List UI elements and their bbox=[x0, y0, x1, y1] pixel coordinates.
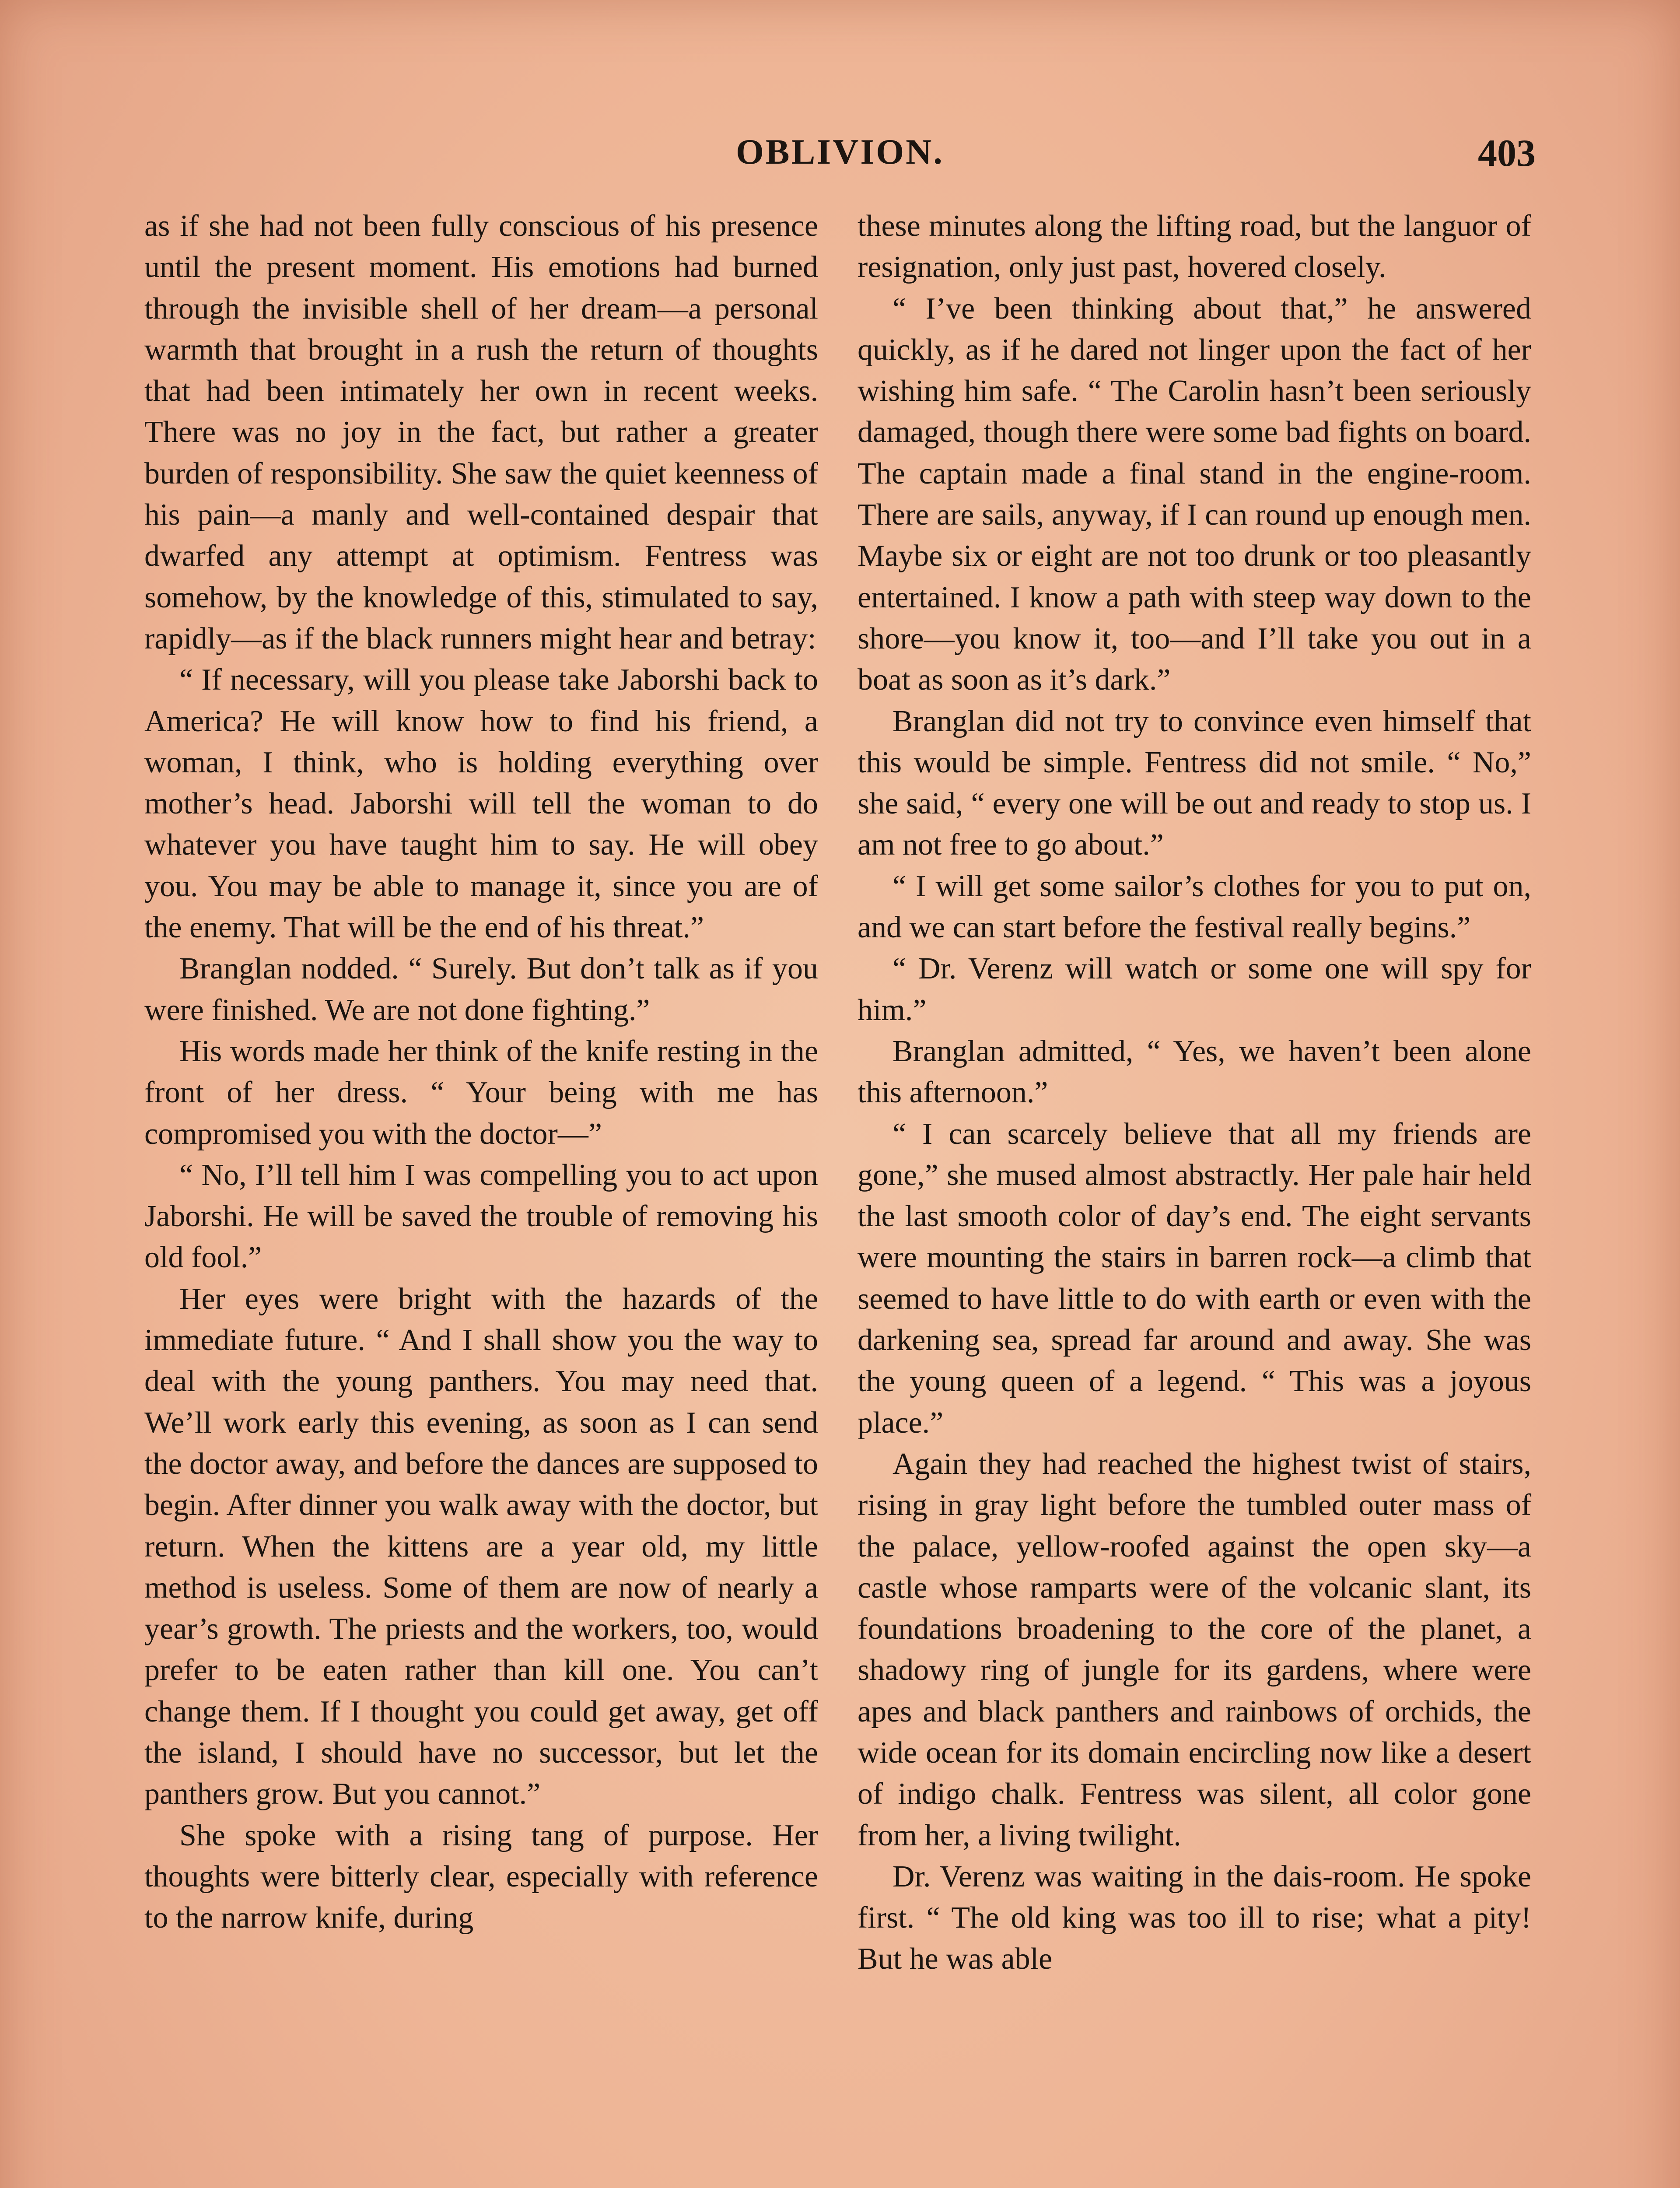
paragraph: She spoke with a rising tang of purpose. Her thoughts were bitterly clear, especially with reference to the narrow knife, during bbox=[144, 1818, 818, 1935]
paragraph: “ If necessary, will you please take Jaborshi back to America? He will know how to find his friend, a woman, I think, who is holding everything over mother’s head. Jaborshi will tell the woman to do whatever you have taught him to say. He will obey you. You may be able to manage it, since you are of the enemy. That will be the end of his threat.” bbox=[144, 663, 818, 945]
page-header bbox=[144, 131, 1536, 179]
paragraph: Branglan did not try to convince even himself that this would be simple. Fentress did not smile. “ No,” she said, “ every one will be out and ready to stop us. I am not free to go about.” bbox=[858, 704, 1531, 862]
paragraph: these minutes along the lifting road, but the languor of resignation, only just past, hovered closely. bbox=[858, 209, 1531, 284]
paragraph: “ I will get some sailor’s clothes for you to put on, and we can start before the festival really begins.” bbox=[858, 869, 1531, 945]
running-title: OBLIVION. bbox=[736, 132, 944, 172]
paragraph: “ I can scarcely believe that all my friends are gone,” she mused almost abstractly. Her pale hair held the last smooth color of day’s end. The eight servants were mounting the stairs in barren rock—a climb that seemed to have little to do with earth or even with the darkening sea, spread far around and away. She was the young queen of a legend. “ This was a joyous place.” bbox=[858, 1117, 1531, 1440]
page-number: 403 bbox=[1478, 132, 1536, 175]
left-column bbox=[144, 206, 818, 1939]
paragraph: “ I’ve been thinking about that,” he answered quickly, as if he dared not linger upon the fact of her wishing him safe. “ The Carolin hasn’t been seriously damaged, though there were some bad fights on board. The captain made a final stand in the engine-room. There are sails, anyway, if I can round up enough men. Maybe six or eight are not too drunk or too pleasantly entertained. I know a path with steep way down to the shore—you know it, too—and I’ll take you out in a boat as soon as it’s dark.” bbox=[858, 291, 1531, 697]
paragraph: Again they had reached the highest twist of stairs, rising in gray light before the tumbled outer mass of the palace, yellow-roofed against the open sky—a castle whose ramparts were of the volcanic slant, its foundations broadening to the core of the planet, a shadowy ring of jungle for its gardens, where were apes and black panthers and rainbows of orchids, the wide ocean for its domain encircling now like a desert of indigo chalk. Fentress was silent, all color gone from her, a living twilight. bbox=[858, 1447, 1531, 1852]
paragraph: Branglan admitted, “ Yes, we haven’t been alone this afternoon.” bbox=[858, 1034, 1531, 1110]
paragraph: His words made her think of the knife resting in the front of her dress. “ Your being with me has compromised you with the doctor—” bbox=[144, 1034, 818, 1151]
paragraph: as if she had not been fully conscious of his presence until the present moment. His emotions had burned through the invisible shell of her dream—a personal warmth that brought in a rush the return of thoughts that had been intimately her own in recent weeks. There was no joy in the fact, but rather a greater burden of responsibility. She saw the quiet keenness of his pain—a manly and well-contained despair that dwarfed any attempt at optimism. Fentress was somehow, by the knowledge of this, stimulated to say, rapidly—as if the black runners might hear and betray: bbox=[144, 209, 818, 656]
paragraph: “ Dr. Verenz will watch or some one will spy for him.” bbox=[858, 952, 1531, 1027]
paragraph: Dr. Verenz was waiting in the dais-room. He spoke first. “ The old king was too ill to rise; what a pity! But he was able bbox=[858, 1859, 1531, 1976]
paragraph: Her eyes were bright with the hazards of the immediate future. “ And I shall show you the way to deal with the young panthers. You may need that. We’ll work early this evening, as soon as I can send the doctor away, and before the dances are supposed to begin. After dinner you walk away with the doctor, but return. When the kittens are a year old, my little method is useless. Some of them are now of nearly a year’s growth. The priests and the workers, too, would prefer to be eaten rather than kill one. You can’t change them. If I thought you could get away, get off the island, I should have no successor, but let the panthers grow. But you cannot.” bbox=[144, 1282, 818, 1811]
paragraph: “ No, I’ll tell him I was compelling you to act upon Jaborshi. He will be saved the trouble of removing his old fool.” bbox=[144, 1158, 818, 1275]
paragraph: Branglan nodded. “ Surely. But don’t talk as if you were finished. We are not done fighting.” bbox=[144, 952, 818, 1027]
right-column bbox=[858, 206, 1531, 1980]
